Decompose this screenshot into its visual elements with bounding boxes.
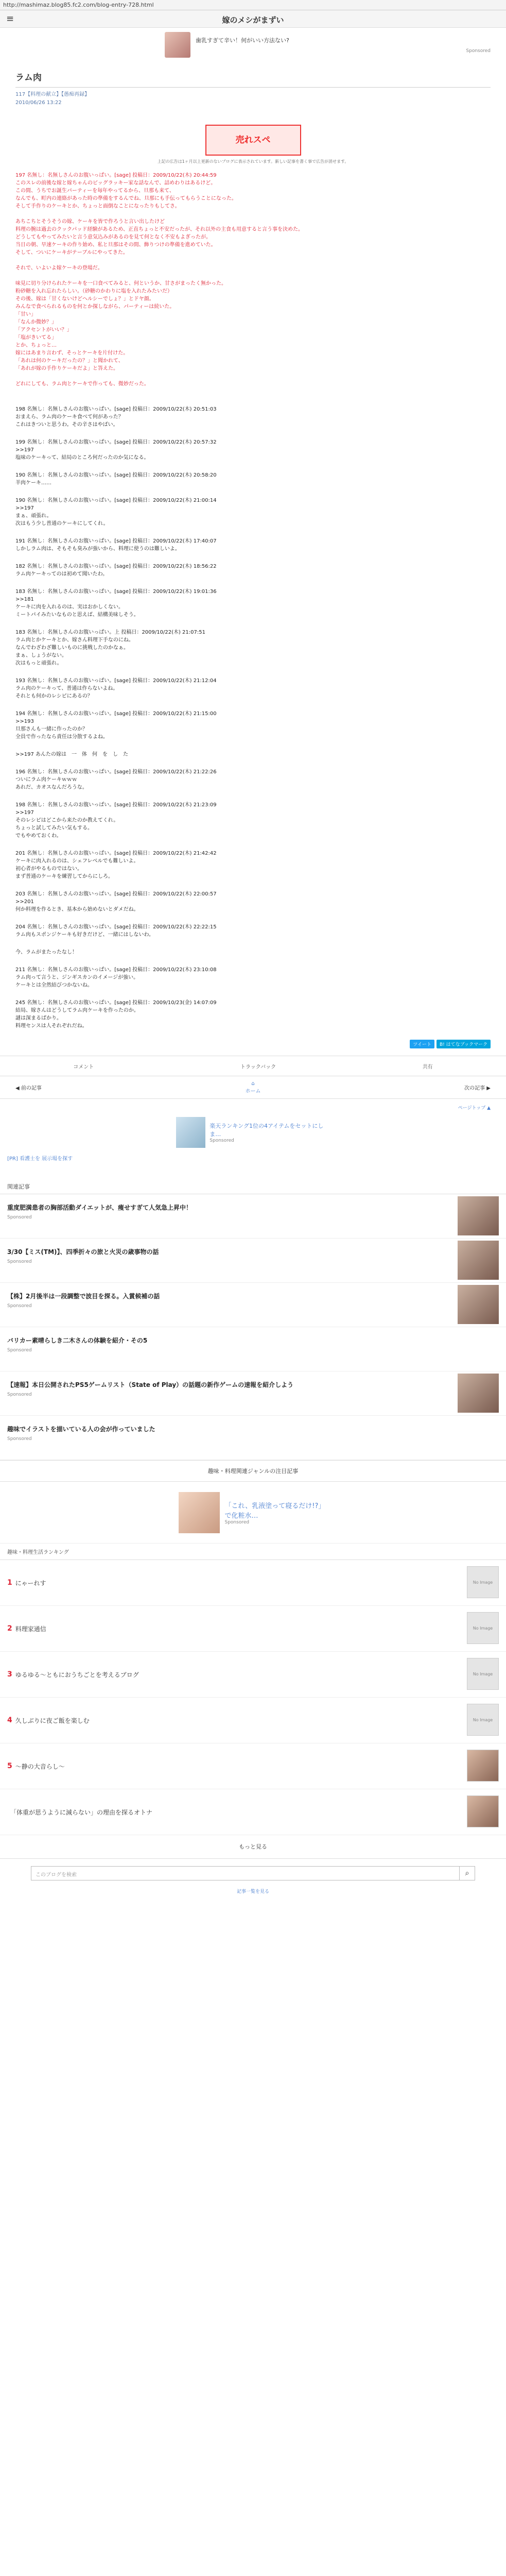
rank-thumbnail: No Image xyxy=(467,1612,499,1644)
home-link[interactable]: ⌂ ホーム xyxy=(245,1080,261,1094)
entry-line: 「甘い」 xyxy=(15,312,36,317)
comment-line: でもやめておくわ。 xyxy=(15,833,62,839)
entry-line: どうしてもやってみたいと言う意気込みがあるのを見て何となく不安もよぎったが。 xyxy=(15,234,211,240)
related-sub: Sponsored xyxy=(7,1348,32,1353)
entry-line xyxy=(15,210,491,218)
related-sub: Sponsored xyxy=(7,1392,32,1397)
comment-header: 198 名無し：名無しさんのお腹いっぱい。[sage] 投稿日：2009/10/22(木) 20:51:03 xyxy=(15,406,217,412)
sponsored-label: Sponsored xyxy=(466,48,491,54)
ad-title: 楽天ランキング1位の4アイテムをセットにしま… xyxy=(210,1123,324,1138)
entry-line: 「あれが嫁の手作りケーキだよ」と答えた。 xyxy=(15,366,118,371)
comment-header: 245 名無し：名無しさんのお腹いっぱい。[sage] 投稿日：2009/10/23(金) 14:07:09 xyxy=(15,1000,217,1006)
comment-line: これはきついと思うわ。その辛さはやばい。 xyxy=(15,422,118,428)
comment-header: 194 名無し：名無しさんのお腹いっぱい。[sage] 投稿日：2009/10/22(木) 21:15:00 xyxy=(15,711,217,717)
ranking-list xyxy=(0,1560,506,1835)
related-item[interactable] xyxy=(0,1416,506,1460)
entry-line: 「あれは何のケーキだったの？」と聞かれて、 xyxy=(15,358,124,364)
entry-line: あちこちとそうそうの嫁、ケーキを皆で作ろうと言い出したけど xyxy=(15,219,165,225)
entry-line: 粉砂糖を入れ忘れたらしい。（砂糖のかわりに塩を入れたみたいだ） xyxy=(15,289,172,294)
entry-body xyxy=(15,172,491,388)
comment-line: 初心者がやるものではない。 xyxy=(15,866,82,872)
comment xyxy=(15,537,491,553)
ranking-item[interactable] xyxy=(0,1698,506,1743)
comment-line: 次はもっと頑張れ。 xyxy=(15,660,62,666)
comment-line: ラム肉のケーキって、普通は作らないよね。 xyxy=(15,686,118,691)
comment xyxy=(15,588,491,619)
ad-notice: 上記の広告は1ヶ月以上更新のないブログに表示されています。新しい記事を書く事で広告が消せます。 xyxy=(157,159,349,164)
top-ad[interactable] xyxy=(0,28,506,61)
big-ad[interactable] xyxy=(0,1482,506,1544)
related-title-text: 重度肥満患者の胸部活動ダイエットが、痩せすぎて人気急上昇中！ xyxy=(7,1204,193,1211)
comment-line: ミートパイみたいなものと思えば、結構美味しそう。 xyxy=(15,612,139,618)
tweet-button[interactable]: ツイート xyxy=(410,1040,434,1048)
comment-header: 204 名無し：名無しさんのお腹いっぱい。[sage] 投稿日：2009/10/22(木) 22:22:15 xyxy=(15,924,217,930)
comment xyxy=(15,629,491,667)
comment-line: まぁ、しょうがない。 xyxy=(15,653,67,658)
entry-line: このスレの前後な嫁と嫁ちゃんのビッグラッキー家な話なんで、詰めわりはあるけど。 xyxy=(15,180,216,186)
related-thumbnail xyxy=(458,1196,499,1235)
comment-line: 何か料理を作るとき、基本から始めないとダメだね。 xyxy=(15,907,139,912)
ad-title: 「これ、乳液塗って寝るだけ!?」で化粧水… xyxy=(224,1502,325,1520)
comment-header: 198 名無し：名無しさんのお腹いっぱい。[sage] 投稿日：2009/10/22(木) 21:23:09 xyxy=(15,802,217,808)
comment-line: 料理センスは人それぞれだね。 xyxy=(15,1023,88,1029)
site-header xyxy=(0,10,506,28)
comment-line: 旦那さんも一緒に作ったのか？ xyxy=(15,726,88,732)
comment xyxy=(15,890,491,913)
menu-icon[interactable]: ≡ xyxy=(6,13,14,24)
promo-banner[interactable]: 売れスペ xyxy=(205,125,301,156)
more-button[interactable]: もっと見る xyxy=(0,1835,506,1859)
rank-number: 1 xyxy=(7,1579,12,1587)
related-title-text: 【株】2月後半は一段調整で波目を探る。入賞候補の話 xyxy=(7,1293,160,1300)
comment-line: ラム肉って言うと、ジンギスカンのイメージが強い。 xyxy=(15,975,139,980)
entry-line: 嫁にはあまり言わず、そっとケーキを片付けた。 xyxy=(15,350,129,356)
comment-button[interactable]: コメント xyxy=(73,1064,94,1070)
trackback-button[interactable]: トラックバック xyxy=(240,1064,276,1070)
rank-number: 4 xyxy=(7,1716,12,1724)
related-thumbnail xyxy=(458,1374,499,1413)
comment xyxy=(15,966,491,989)
comment-line: ケーキとは全然結びつかないね。 xyxy=(15,982,93,988)
mid-ad[interactable] xyxy=(176,1117,330,1148)
comment-line: >>181 xyxy=(15,597,34,602)
related-title-text: 【速報】本日公開されたPS5ゲームリスト（State of Play）の話題の新作ゲームの速報を紹介しよう xyxy=(7,1381,294,1388)
search-box xyxy=(31,1866,475,1880)
comment-header: 191 名無し：名無しさんのお腹いっぱい。[sage] 投稿日：2009/10/22(木) 17:40:07 xyxy=(15,538,217,544)
rank-title: 「体重が思うように減らない」の理由を探るオトナ xyxy=(10,1808,153,1816)
comment-line: 謎は深まるばかり。 xyxy=(15,1015,62,1021)
genre-title: 趣味・料理関連ジャンルの注目記事 xyxy=(0,1460,506,1482)
comment-line: ちょっと試してみたい気もする。 xyxy=(15,825,93,831)
comment-line: >>197 xyxy=(15,810,34,816)
related-thumbnail xyxy=(458,1285,499,1324)
entry-line: 当日の朝、早速ケーキの作り始め、私と旦那はその間、飾りつけの準備を進めていた。 xyxy=(15,242,216,248)
pr-link[interactable]: [PR] 看護士を 展示場を探す xyxy=(7,1156,73,1162)
entry xyxy=(0,64,506,1048)
ad-thumbnail xyxy=(165,32,190,58)
entry-meta: 117【料理の献立】【愚痴再録】 2010/06/26 13:22 xyxy=(15,92,90,106)
comment-line: >>197 あんたの嫁は 一 体 何 を し た xyxy=(15,752,129,757)
related-title-text: 3/30【ミス(TM)】、四季折々の旅と火災の歳事物の話 xyxy=(7,1248,159,1256)
entry-line: それで、いよいよ嫁ケーキの登場だ。 xyxy=(15,265,103,271)
ad-image xyxy=(176,1117,206,1148)
entry-line: なんでも、町内の連絡があった時の準備をするんでね、旦那にも手伝ってもらうことになった。 xyxy=(15,196,237,201)
comment-header: 196 名無し：名無しさんのお腹いっぱい。[sage] 投稿日：2009/10/22(木) 21:22:26 xyxy=(15,769,217,775)
comment-line: 結局、嫁さんはどうしてラム肉ケーキを作ったのか。 xyxy=(15,1008,139,1013)
hatena-button[interactable]: B! はてなブックマーク xyxy=(437,1040,491,1048)
entry-line xyxy=(15,257,491,264)
comment-header: 201 名無し：名無しさんのお腹いっぱい。[sage] 投稿日：2009/10/22(木) 21:42:42 xyxy=(15,851,217,856)
related-item[interactable] xyxy=(0,1194,506,1239)
comment-line: 次はもう少し普通のケーキにしてくれ。 xyxy=(15,521,109,527)
footer-link[interactable]: 記事一覧を見る xyxy=(236,1889,269,1894)
comment-header: 203 名無し：名無しさんのお腹いっぱい。[sage] 投稿日：2009/10/22(木) 22:00:57 xyxy=(15,891,217,897)
rank-thumbnail: No Image xyxy=(467,1704,499,1736)
related-list xyxy=(0,1194,506,1460)
rank-thumbnail: No Image xyxy=(467,1566,499,1598)
comment xyxy=(15,850,491,880)
entry-line xyxy=(15,372,491,380)
comment-line: ついにラム肉ケーキｗｗｗ xyxy=(15,777,77,783)
entry-line: どれにしても、ラム肉とケーキで作っても、微妙だった。 xyxy=(15,381,149,387)
rank-number: 2 xyxy=(7,1624,12,1633)
action-bar xyxy=(0,1056,506,1076)
entry-title: ラム肉 xyxy=(15,64,491,88)
comment-line: >>201 xyxy=(15,899,34,905)
share-button[interactable]: 共有 xyxy=(422,1064,433,1070)
comment xyxy=(15,677,491,700)
comment-line: まぁ、頑張れ。 xyxy=(15,513,52,519)
entry-line xyxy=(15,272,491,280)
related-item[interactable] xyxy=(0,1239,506,1283)
entry-line: この間、うちでお誕生パーティーを毎年やってるから、旦那も来て、 xyxy=(15,188,175,194)
prev-entry-link[interactable]: ◀ 前の記事 xyxy=(15,1086,42,1091)
pager xyxy=(0,1076,506,1099)
rank-title: 料理家通信 xyxy=(15,1625,46,1633)
rank-thumbnail xyxy=(467,1795,499,1827)
comment-line: なんでわざわざ難しいものに挑戦したのかなぁ。 xyxy=(15,645,129,651)
url-bar[interactable]: http://mashimaz.blog85.fc2.com/blog-entry-728.html xyxy=(0,0,506,10)
rank-title: ゆるゆる～ともにおうちごとを考えるブログ xyxy=(15,1671,139,1679)
search-input[interactable]: このブログを検索 xyxy=(36,1872,77,1878)
comment-line: >>197 xyxy=(15,505,34,511)
ranking-item[interactable] xyxy=(0,1606,506,1652)
related-item[interactable] xyxy=(0,1283,506,1327)
entry-line: そして手作りのケーキとか、ちょっと面倒なことになったりもしてさ。 xyxy=(15,204,180,209)
comment-line: >>193 xyxy=(15,719,34,724)
comments-list xyxy=(15,405,491,1030)
comment xyxy=(15,471,491,487)
entry-line: みんなで食べられるものを何とか探しながら、パーティーは続いた。 xyxy=(15,304,175,310)
related-title: 関連記事 xyxy=(0,1182,506,1194)
comment-line: おまえら、ラム肉のケーキ食べて何があった？ xyxy=(15,414,124,420)
rank-number: 3 xyxy=(7,1670,12,1679)
comment-header: 190 名無し：名無しさんのお腹いっぱい。[sage] 投稿日：2009/10/22(木) 21:00:14 xyxy=(15,498,217,503)
comment-line: 全員で作ったなら責任は分散するよね。 xyxy=(15,734,108,740)
related-title-text: 趣味でイラストを描いている人の会が作っていました xyxy=(7,1426,155,1433)
comment-line: 塩味のケーキって、結局のところ何だったのか気になる。 xyxy=(15,455,149,461)
comment-line: あれだ、カオスなんだろうな。 xyxy=(15,785,88,790)
comment-header: 199 名無し：名無しさんのお腹いっぱい。[sage] 投稿日：2009/10/22(木) 20:57:32 xyxy=(15,439,217,445)
comment-line: 羊肉ケーキ…… xyxy=(15,480,51,486)
ad-text: 歯乳すぎて辛い！何がいい方法ない? Sponsored xyxy=(196,37,491,54)
rank-thumbnail: No Image xyxy=(467,1658,499,1690)
sponsored-label: Sponsored xyxy=(224,1519,250,1525)
comment-line: ケーキに肉を入れるのは、実はおかしくない。 xyxy=(15,604,124,610)
ranking-item[interactable] xyxy=(0,1560,506,1606)
home-icon: ⌂ xyxy=(251,1080,255,1087)
comment xyxy=(15,563,491,578)
page-top-link[interactable]: ページトップ ▲ xyxy=(458,1106,491,1111)
site-title[interactable]: 嫁のメシがまずい xyxy=(222,15,284,25)
comment-line: ラム肉もスポンジケーキも好きだけど、一緒にはしないわ。 xyxy=(15,932,154,938)
ranking-title: 趣味・料理生活ランキング xyxy=(0,1544,506,1560)
comment xyxy=(15,405,491,429)
ranking-item[interactable] xyxy=(0,1743,506,1789)
comment-header: 183 名無し：名無しさんのお腹いっぱい。上 投稿日：2009/10/22(木) 21:07:51 xyxy=(15,630,205,635)
social-buttons xyxy=(15,1040,491,1048)
related-sub: Sponsored xyxy=(7,1259,32,1264)
comment-header: 182 名無し：名無しさんのお腹いっぱい。[sage] 投稿日：2009/10/22(木) 18:56:22 xyxy=(15,564,217,569)
comment-line: しかしラム肉は、そもそも臭みが強いから、料理に使うのは難しいよ。 xyxy=(15,546,180,552)
page xyxy=(0,10,506,2576)
ranking-item[interactable] xyxy=(0,1652,506,1698)
entry-line: 197 名無し：名無しさんのお腹いっぱい。[sage] 投稿日：2009/10/22(木) 20:44:59 xyxy=(15,173,217,178)
related-sub: Sponsored xyxy=(7,1436,32,1442)
related-sub: Sponsored xyxy=(7,1303,32,1309)
comment-header: 211 名無し：名無しさんのお腹いっぱい。[sage] 投稿日：2009/10/22(木) 23:10:08 xyxy=(15,967,217,973)
search-icon[interactable]: ⌕ xyxy=(459,1867,475,1880)
entry-line: 味見に切り分けられたケーキを一口食べてみると、何というか、甘さがまったく無かった。 xyxy=(15,281,226,286)
ranking-item[interactable] xyxy=(0,1789,506,1835)
entry-line: 料理の腕は過去のクックパッド経験があるため、正直ちょっと不安だったが、それ以外の主食も用意すると言う事を決めた。 xyxy=(15,227,303,232)
related-thumbnail xyxy=(458,1241,499,1280)
rank-title: 久しぶりに夜ご飯を楽しむ xyxy=(15,1717,90,1724)
rank-title: にゃーれす xyxy=(15,1579,46,1587)
comment xyxy=(15,768,491,791)
comment-header: 183 名無し：名無しさんのお腹いっぱい。[sage] 投稿日：2009/10/22(木) 19:01:36 xyxy=(15,589,217,595)
rank-number: 5 xyxy=(7,1762,12,1770)
entry-line: その後、嫁は「甘くないけどヘルシーでしょ？」とドヤ顔。 xyxy=(15,296,154,302)
related-sub: Sponsored xyxy=(7,1215,32,1220)
comment xyxy=(15,801,491,840)
comment-line: 今、ラムがまたったなし！ xyxy=(15,950,77,955)
comment-line: ラム肉ケーキってのは初めて聞いたわ。 xyxy=(15,571,108,577)
comment-line: そのレシピはどこから来たのか教えてくれ。 xyxy=(15,818,119,823)
rank-thumbnail xyxy=(467,1750,499,1782)
comment-line: まず普通のケーキを練習してからにしろ。 xyxy=(15,874,113,879)
related-title-text: バリカー素晴らしき二木さんの体験を紹介・その5 xyxy=(7,1337,148,1344)
comment xyxy=(15,710,491,741)
comment xyxy=(15,923,491,939)
related-item[interactable] xyxy=(0,1371,506,1416)
entry-line: とか、ちょっと… xyxy=(15,343,57,348)
comment-header: 193 名無し：名無しさんのお腹いっぱい。[sage] 投稿日：2009/10/22(木) 21:12:04 xyxy=(15,678,217,684)
comment xyxy=(15,751,491,758)
ad-image xyxy=(179,1492,220,1533)
next-entry-link[interactable]: 次の記事 ▶ xyxy=(464,1086,491,1091)
entry-line: 「塩がきいてる」 xyxy=(15,335,57,341)
comment xyxy=(15,438,491,462)
comment-header: 190 名無し：名無しさんのお腹いっぱい。[sage] 投稿日：2009/10/22(木) 20:58:20 xyxy=(15,472,217,478)
related-item[interactable] xyxy=(0,1327,506,1371)
sponsored-label: Sponsored xyxy=(210,1138,234,1143)
comment-line: >>197 xyxy=(15,447,34,453)
comment-line: それとも何かのレシピにあるの？ xyxy=(15,693,93,699)
comment xyxy=(15,948,491,956)
entry-line: 「なんか微妙？」 xyxy=(15,319,57,325)
comment-line: ラム肉とかケーキとか、嫁さん料理下手なのにね。 xyxy=(15,637,134,643)
comment-line: ケーキに肉入れるのは、シェフレベルでも難しいよ。 xyxy=(15,858,139,864)
comment xyxy=(15,497,491,528)
comment xyxy=(15,999,491,1030)
rank-title: ～静の大音らし～ xyxy=(15,1762,65,1770)
entry-line: 「アクセントがいい？」 xyxy=(15,327,72,333)
entry-line: そして、ついにケーキがテーブルにやってきた。 xyxy=(15,250,128,256)
